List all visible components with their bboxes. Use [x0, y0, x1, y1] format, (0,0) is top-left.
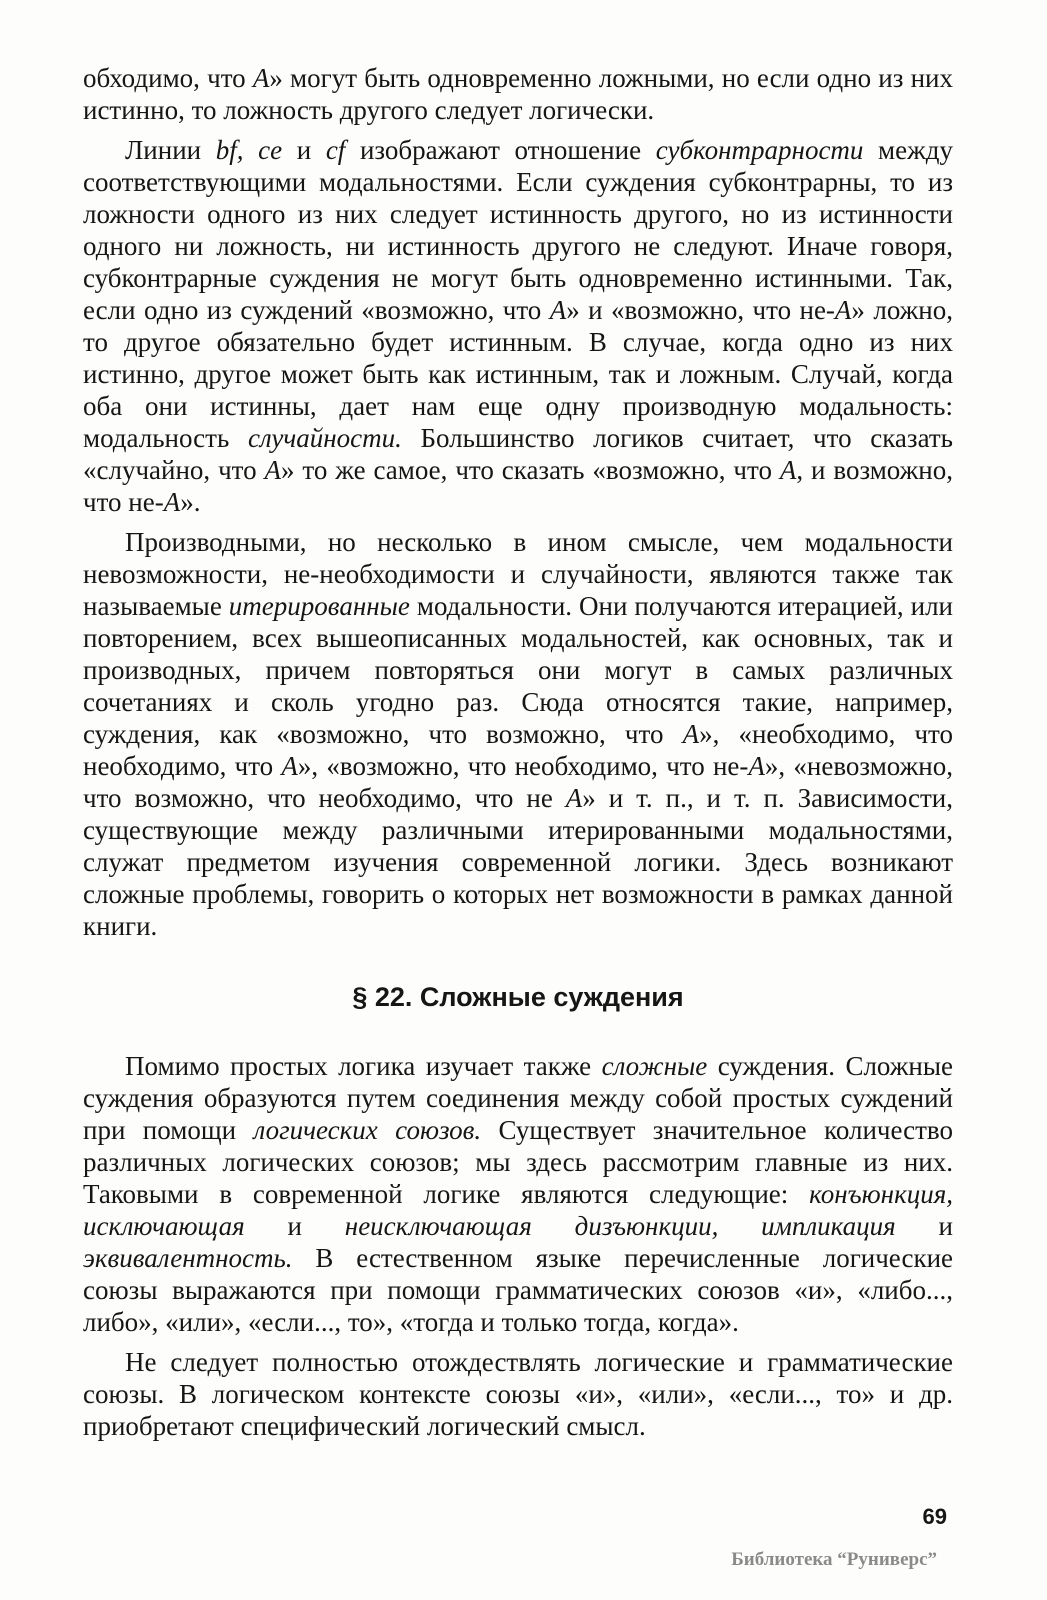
- italic-term: субконтрарности: [655, 135, 864, 165]
- page-number: 69: [922, 1504, 947, 1529]
- italic-term: А: [281, 751, 298, 781]
- text-run: », «возможно, что необходимо, что не-: [297, 751, 749, 781]
- italic-term: bf, ce: [215, 135, 283, 165]
- italic-term: случайности.: [247, 423, 402, 453]
- paragraph: [83, 62, 953, 126]
- italic-term: А: [264, 455, 282, 485]
- text-run: Линии: [125, 135, 216, 165]
- italic-term: конъюнкция, исключающая: [83, 1179, 953, 1241]
- section-heading: § 22. Сложные суждения: [352, 982, 684, 1012]
- italic-term: А: [565, 783, 583, 813]
- italic-term: итерированные: [228, 591, 410, 621]
- text-run: Производными, но несколько в ином смысле, чем модальности невозможности, не-необходимости и случайности, являются также так называемые: [83, 527, 953, 621]
- text-run: и: [244, 1211, 345, 1241]
- text-run: суждения. Сложные суждения образуются путем соединения между собой простых суждений при помощи: [83, 1051, 953, 1145]
- text-run: Не следует полностью отождествлять логические и грамматические союзы. В логическом контексте союзы «и», «или», «если..., то» и др. приобретают специфический логический смысл.: [83, 1347, 953, 1441]
- italic-term: А: [163, 487, 181, 517]
- italic-term: А: [779, 455, 797, 485]
- italic-term: А: [549, 295, 567, 325]
- text-run: ».: [180, 487, 201, 517]
- text-run: » и «возможно, что не-: [566, 295, 835, 325]
- text-run: » могут быть одновременно ложными, но если одно из них истинно, то ложность другого следует логически.: [83, 63, 953, 125]
- text-run: » и т. п., и т. п. Зависимости, существующие между различными итерированными модальностями, служат предметом изучения современной логики. Здесь возникают сложные проблемы, говорить о которых нет возможности в рамках данной книги.: [83, 783, 953, 941]
- text-run: Большинство логиков считает, что сказать «случайно, что: [83, 423, 953, 485]
- text-run: Существует значительное количество различных логических союзов; мы здесь рассмотрим главные из них. Таковыми в современной логике являются следующие:: [83, 1115, 953, 1209]
- text-run: и: [282, 135, 326, 165]
- paragraph: [83, 1050, 953, 1338]
- italic-term: логических союзов.: [253, 1115, 482, 1145]
- italic-term: сложные: [601, 1051, 708, 1081]
- text-run: В естественном языке перечисленные логические союзы выражаются при помощи грамматических союзов «и», «либо..., либо», «или», «если..., то», «тогда и только тогда, когда».: [83, 1243, 953, 1337]
- text-run: изображают отношение: [345, 135, 656, 165]
- library-watermark: Библиотека “Руниверс”: [731, 1549, 937, 1570]
- text-run: Помимо простых логика изучает также: [125, 1051, 602, 1081]
- text-run: и: [895, 1211, 953, 1241]
- text-run: , и возможно, что не-: [83, 455, 953, 517]
- paragraph: [83, 526, 953, 942]
- italic-term: неисключающая дизъюнкции, импликация: [344, 1211, 896, 1241]
- text-run: между соответствующими модальностями. Если суждения субконтрарны, то из ложности одного из них следует истинность другого, но из истинности одного ни ложность, ни истинность другого не следуют. Иначе говоря, субконтрарные суждения не могут быть одновременно истинными. Так, если одно из суждений «возможно, что: [83, 135, 954, 325]
- italic-term: эквивалентность.: [83, 1243, 293, 1273]
- italic-term: А: [834, 295, 852, 325]
- italic-term: А: [748, 751, 765, 781]
- text-run: обходимо, что: [83, 63, 253, 93]
- paragraph: [83, 1346, 953, 1442]
- paragraph: [83, 134, 953, 518]
- text-run: » ложно, то другое обязательно будет истинным. В случае, когда одно из них истинно, другое может быть как истинным, так и ложным. Случай, когда оба они истинны, дает нам еще одну производную модальность: модальность: [83, 295, 953, 453]
- italic-term: А: [682, 719, 700, 749]
- body-text-upper: [83, 62, 953, 950]
- italic-term: А: [252, 63, 270, 93]
- body-text-lower: [83, 1050, 953, 1450]
- text-run: » то же самое, что сказать «возможно, что: [281, 455, 780, 485]
- text-run: модальности. Они получаются итерацией, или повторением, всех вышеописанных модальностей, как основных, так и производных, причем повторяться они могут в самых различных сочетаниях и сколь угодно раз. Сюда относятся такие, например, суждения, как «возможно, что возможно, что: [83, 591, 953, 749]
- text-run: », «необходимо, что необходимо, что: [83, 719, 953, 781]
- italic-term: cf: [325, 135, 346, 165]
- text-run: », «невозможно, что возможно, что необходимо, что не: [83, 751, 953, 813]
